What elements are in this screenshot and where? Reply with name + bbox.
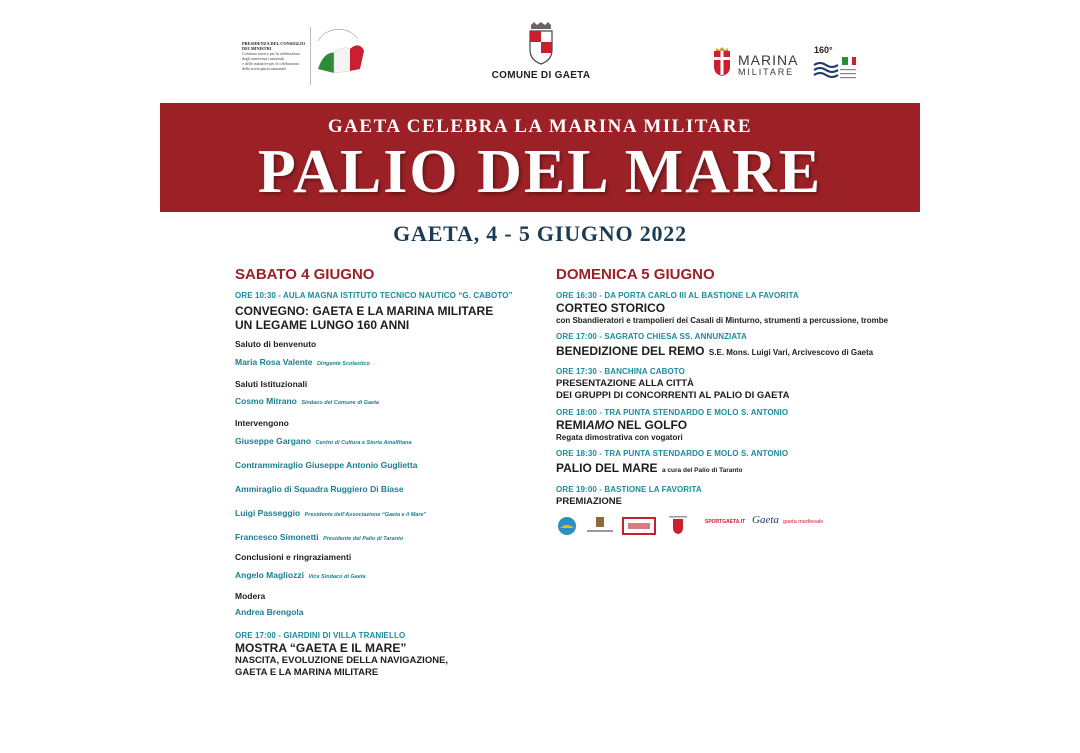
- sponsor-3-icon: [622, 516, 656, 536]
- e1-time: ORE 16:30 - DA PORTA CARLO III AL BASTIONE LA FAVORITA: [556, 291, 799, 300]
- saturday-heading: SABATO 4 GIUGNO: [235, 266, 375, 283]
- logo-divider: [310, 27, 311, 85]
- speaker-row-4: [235, 503, 535, 521]
- speaker-2-name: Contrammiraglio Giuseppe Antonio Guglietta: [235, 460, 418, 470]
- presidenza-text: [242, 41, 306, 71]
- e5-detail: a cura del Palio di Taranto: [662, 467, 743, 474]
- e2-time: ORE 17:00 - SAGRATO CHIESA SS. ANNUNZIATA: [556, 332, 747, 341]
- inst-role: Sindaco del Comune di Gaeta: [301, 400, 379, 406]
- presidenza-line-3: Comitato storico per la celebrazione: [242, 51, 300, 56]
- anniversary-number: 160°: [814, 45, 833, 55]
- inst-name: Cosmo Mitrano: [235, 396, 297, 406]
- e4-detail: Regata dimostrativa con vogatori: [556, 433, 683, 442]
- speakers-label: Intervengono: [235, 418, 289, 428]
- title-banner: [160, 103, 920, 212]
- e3-title-line1: PRESENTAZIONE ALLA CITTÀ: [556, 378, 694, 389]
- banner-title: PALIO DEL MARE: [257, 138, 823, 206]
- welcome-role: Dirigente Scolastico: [316, 361, 370, 367]
- ev1-title-line1: CONVEGNO: GAETA E LA MARINA MILITARE: [235, 304, 494, 318]
- ev2-sub-line2: GAETA E LA MARINA MILITARE: [235, 667, 379, 678]
- waves-icon: [812, 55, 858, 83]
- e4-title-a: REMI: [556, 418, 586, 432]
- mod-row: [235, 602, 535, 620]
- sponsor-logo-7: gaeta medievale: [783, 519, 824, 525]
- sponsor-logo-1: [557, 516, 577, 536]
- anniversari-nazionali-emblem: [312, 29, 368, 85]
- ev1-time: ORE 10:30 - AULA MAGNA ISTITUTO TECNICO NAUTICO “G. CABOTO”: [235, 291, 513, 300]
- speaker-row-2: [235, 455, 535, 473]
- e1-detail: con Sbandieratori e trampolieri dei Casali di Minturno, strumenti a percussione, trombe: [556, 316, 889, 325]
- mod-name: Andrea Brengola: [235, 607, 304, 617]
- speaker-3-name: Ammiraglio di Squadra Ruggiero Di Biase: [235, 484, 404, 494]
- presidenza-line-1: PRESIDENZA DEL CONSIGLIO: [242, 41, 306, 46]
- sponsor-4-icon: [665, 516, 691, 536]
- e4-time: ORE 18:00 - TRA PUNTA STENDARDO E MOLO S. ANTONIO: [556, 408, 789, 417]
- saturday-column: [235, 266, 535, 679]
- ev1-title-line2: UN LEGAME LUNGO 160 ANNI: [235, 318, 410, 332]
- e5-time: ORE 18:30 - TRA PUNTA STENDARDO E MOLO S. ANTONIO: [556, 449, 789, 458]
- speaker-5-name: Francesco Simonetti: [235, 532, 319, 542]
- e2-title: BENEDIZIONE DEL REMO: [556, 344, 705, 358]
- sunday-column: [556, 266, 916, 508]
- speaker-5-role: Presidente del Palio di Taranto: [323, 536, 404, 542]
- sponsor-logo-6: Gaeta: [752, 514, 779, 526]
- inst-row: [235, 391, 535, 409]
- welcome-row: [235, 352, 535, 370]
- speaker-row-3: [235, 479, 535, 497]
- ev2-title: MOSTRA “GAETA E IL MARE”: [235, 641, 407, 655]
- sponsor-logo-5: SPORTGAETA.IT: [705, 519, 746, 525]
- presidenza-line-4: degli anniversari nazionali: [242, 56, 285, 61]
- welcome-label: Saluto di benvenuto: [235, 339, 317, 349]
- sponsor-2-icon: [585, 516, 615, 536]
- comune-name: COMUNE DI GAETA: [491, 70, 591, 81]
- mod-label: Modera: [235, 591, 266, 601]
- e2-detail: S.E. Mons. Luigi Vari, Arcivescovo di Gaeta: [708, 348, 874, 357]
- e2-row: [556, 342, 916, 360]
- e5-title: PALIO DEL MARE: [556, 461, 658, 475]
- marina-word: MARINA: [738, 52, 799, 68]
- speaker-1-role: Centro di Cultura e Storia Amalfitana: [315, 440, 412, 446]
- speaker-row-5: [235, 527, 535, 545]
- concl-label: Conclusioni e ringraziamenti: [235, 552, 352, 562]
- speaker-row-1: [235, 431, 535, 449]
- e4-title-c: NEL GOLFO: [614, 418, 688, 432]
- sponsor-1-icon: [557, 516, 577, 536]
- e6-title: PREMIAZIONE: [556, 496, 622, 507]
- e4-title-b: AMO: [586, 418, 614, 432]
- welcome-name: Maria Rosa Valente: [235, 357, 313, 367]
- concl-name: Angelo Magliozzi: [235, 570, 304, 580]
- e5-row: [556, 459, 916, 477]
- presidenza-line-6: della storia patria nazionale: [242, 66, 287, 71]
- ev2-time: ORE 17:00 - GIARDINI DI VILLA TRANIELLO: [235, 631, 406, 640]
- e1-title: CORTEO STORICO: [556, 301, 666, 315]
- 160-anniversary-logo: [812, 45, 862, 83]
- speaker-4-role: Presidente dell’Associazione “Gaeta e il Mare”: [304, 512, 427, 518]
- presidenza-line-2: DEI MINISTRI: [242, 46, 272, 51]
- marina-militare-logo: [708, 45, 798, 85]
- militare-word: MILITARE: [738, 67, 795, 77]
- sponsor-logo-3: [622, 516, 656, 536]
- marina-crest-icon: [710, 47, 734, 77]
- sponsor-logo-2: [585, 516, 615, 536]
- e4-title: [556, 418, 916, 432]
- comune-di-gaeta-logo: [486, 22, 596, 84]
- sunday-heading: DOMENICA 5 GIUGNO: [556, 266, 715, 283]
- speaker-4-name: Luigi Passeggio: [235, 508, 301, 518]
- concl-role: Vice Sindaco di Gaeta: [308, 574, 366, 580]
- speaker-1-name: Giuseppe Gargano: [235, 436, 312, 446]
- presidenza-line-5: e delle iniziative per le celebrazioni: [242, 61, 299, 66]
- ev2-sub-line1: NASCITA, EVOLUZIONE DELLA NAVIGAZIONE,: [235, 655, 449, 666]
- gaeta-coat-of-arms-icon: [526, 22, 556, 66]
- e3-time: ORE 17:30 - BANCHINA CABOTO: [556, 367, 685, 376]
- concl-row: [235, 565, 535, 583]
- sponsor-logo-4: [665, 516, 691, 536]
- banner-subtitle: GAETA CELEBRA LA MARINA MILITARE: [327, 116, 753, 137]
- presidenza-logo: [240, 27, 370, 85]
- e6-time: ORE 19:00 - BASTIONE LA FAVORITA: [556, 485, 702, 494]
- inst-label: Saluti Istituzionali: [235, 379, 308, 389]
- event-date: GAETA, 4 - 5 GIUGNO 2022: [393, 221, 687, 246]
- e3-title-line2: DEI GRUPPI DI CONCORRENTI AL PALIO DI GAETA: [556, 390, 790, 401]
